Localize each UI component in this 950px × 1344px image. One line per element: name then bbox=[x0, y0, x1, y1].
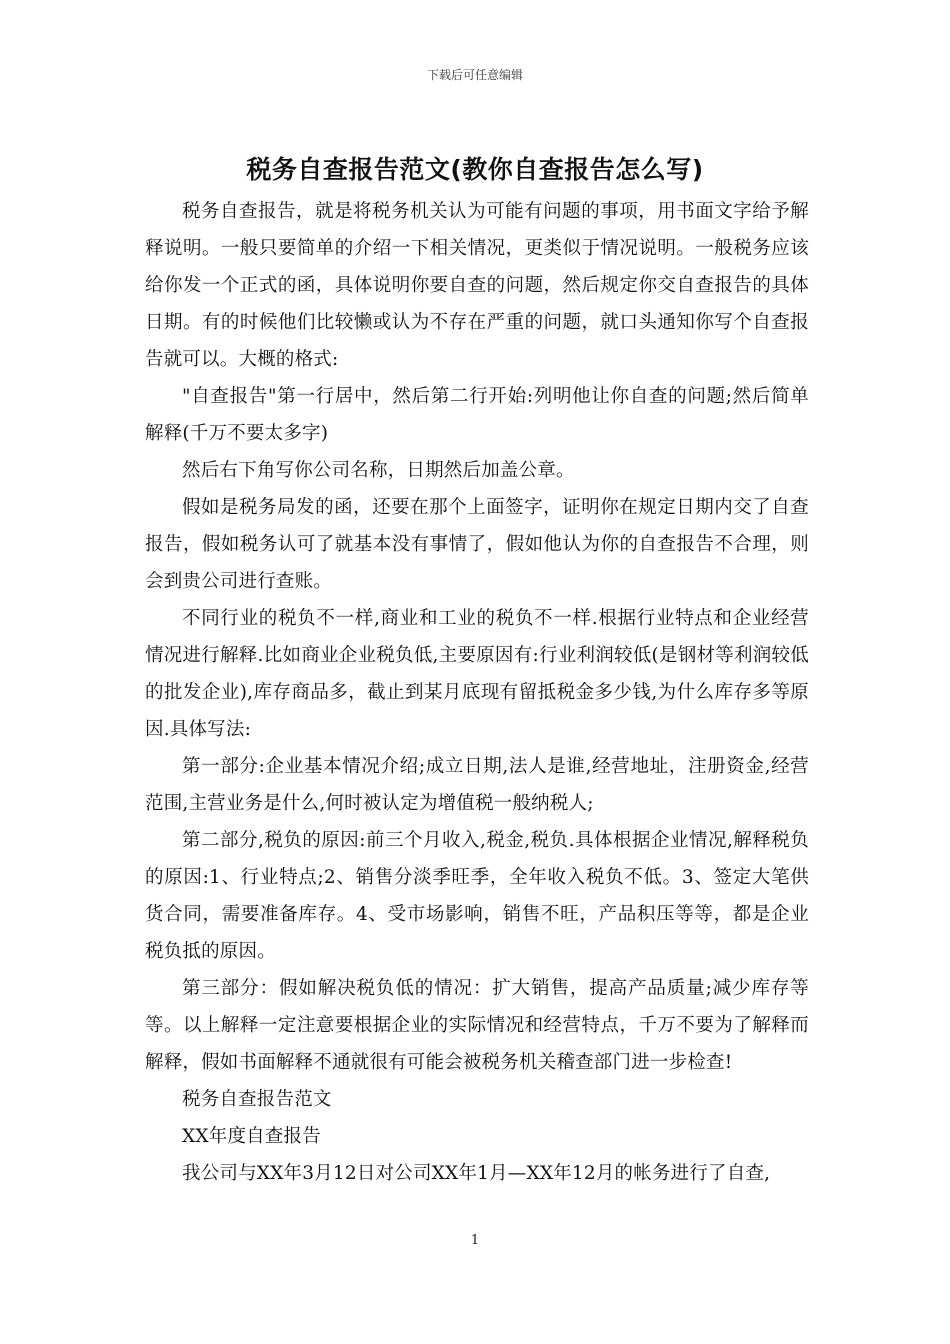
paragraph: 税务自查报告，就是将税务机关认为可能有问题的事项，用书面文字给予解释说明。一般只要简单的介绍一下相关情况，更类似于情况说明。一般税务应该给你发一个正式的函，具体说明你要自查的问题，然后规定你交自查报告的具体日期。有的时候他们比较懒或认为不存在严重的问题，就口头通知你写个自查报告就可以。大概的格式: bbox=[145, 201, 809, 370]
paragraph: 第一部分:企业基本情况介绍;成立日期,法人是谁,经营地址，注册资金,经营范围,主营业务是什么,何时被认定为增值税一般纳税人; bbox=[145, 756, 809, 814]
paragraph: 不同行业的税负不一样,商业和工业的税负不一样.根据行业特点和企业经营情况进行解释.比如商业企业税负低,主要原因有:行业利润较低(是钢材等利润较低的批发企业),库存商品多，截止到某月底现有留抵税金多少钱,为什么库存多等原因.具体写法: bbox=[145, 608, 809, 740]
paragraph: 我公司与XX年3月12日对公司XX年1月—XX年12月的帐务进行了自查, bbox=[182, 1163, 771, 1184]
paragraph: 第二部分,税负的原因:前三个月收入,税金,税负.具体根据企业情况,解释税负的原因:1、行业特点;2、销售分淡季旺季，全年收入税负不低。3、签定大笔供货合同，需要准备库存。4、受市场影响，销售不旺，产品积压等等，都是企业税负抵的原因。 bbox=[145, 830, 809, 962]
paragraph: 税务自查报告范文 bbox=[182, 1089, 332, 1110]
paragraph: 然后右下角写你公司名称，日期然后加盖公章。 bbox=[182, 460, 575, 481]
paragraph: "自查报告"第一行居中，然后第二行开始:列明他让你自查的问题;然后简单解释(千万不要太多字) bbox=[145, 386, 809, 444]
document-body bbox=[145, 193, 809, 1192]
document-title: 税务自查报告范文(教你自查报告怎么写) bbox=[246, 155, 704, 184]
paragraph: XX年度自查报告 bbox=[182, 1126, 321, 1147]
page-number: 1 bbox=[470, 1233, 480, 1248]
paragraph: 假如是税务局发的函，还要在那个上面签字，证明你在规定日期内交了自查报告，假如税务认可了就基本没有事情了，假如他认为你的自查报告不合理，则会到贵公司进行查账。 bbox=[145, 497, 809, 592]
header-note: 下载后可任意编辑 bbox=[426, 68, 523, 82]
paragraph: 第三部分：假如解决税负低的情况：扩大销售，提高产品质量;减少库存等等。以上解释一定注意要根据企业的实际情况和经营特点，千万不要为了解释而解释，假如书面解释不通就很有可能会被税务机关稽查部门进一步检查! bbox=[145, 978, 809, 1073]
